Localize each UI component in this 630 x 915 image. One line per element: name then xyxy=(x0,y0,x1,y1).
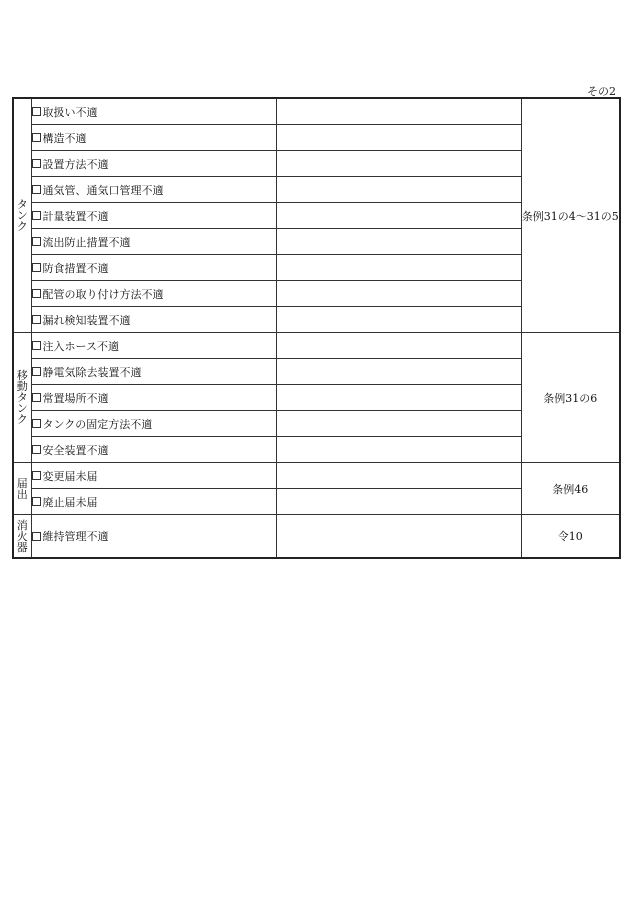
section-category-text: 移動タンク xyxy=(16,369,28,426)
inspection-checklist-table xyxy=(12,97,621,559)
legal-reference: 条例31の6 xyxy=(521,333,620,463)
checkbox-icon[interactable] xyxy=(32,445,41,454)
legal-reference: 条例46 xyxy=(521,463,620,515)
checklist-item-label: 変更届未届 xyxy=(42,469,98,483)
checkbox-icon[interactable] xyxy=(32,237,41,246)
checkbox-icon[interactable] xyxy=(32,185,41,194)
checklist-row xyxy=(13,98,620,125)
checklist-item xyxy=(31,463,276,489)
checklist-item xyxy=(31,98,276,125)
checklist-item-label: 維持管理不適 xyxy=(42,530,109,543)
checklist-item xyxy=(31,125,276,151)
checklist-item xyxy=(31,385,276,411)
checklist-item xyxy=(31,489,276,515)
section-category-text: 消火器 xyxy=(16,518,28,554)
page-number-label: その2 xyxy=(587,85,616,98)
checkbox-icon[interactable] xyxy=(32,419,41,428)
checklist-item xyxy=(31,229,276,255)
checklist-item-label: 安全装置不適 xyxy=(42,443,109,457)
checklist-item-label: 注入ホース不適 xyxy=(42,339,119,353)
checklist-row xyxy=(13,463,620,489)
checklist-item-label: 通気管、通気口管理不適 xyxy=(42,183,164,197)
checkbox-icon[interactable] xyxy=(32,263,41,272)
checklist-item xyxy=(31,437,276,463)
note-cell[interactable] xyxy=(276,125,521,151)
checkbox-icon[interactable] xyxy=(32,341,41,350)
note-cell[interactable] xyxy=(276,255,521,281)
note-cell[interactable] xyxy=(276,489,521,515)
note-cell[interactable] xyxy=(276,515,521,559)
checkbox-icon[interactable] xyxy=(32,471,41,480)
note-cell[interactable] xyxy=(276,98,521,125)
checklist-item-label: 漏れ検知装置不適 xyxy=(42,313,131,327)
note-cell[interactable] xyxy=(276,463,521,489)
section-category-label xyxy=(13,98,31,333)
checkbox-icon[interactable] xyxy=(32,289,41,298)
note-cell[interactable] xyxy=(276,411,521,437)
checklist-item-label: 設置方法不適 xyxy=(42,157,109,171)
checklist-item-label: 廃止届未届 xyxy=(42,495,98,509)
note-cell[interactable] xyxy=(276,359,521,385)
checkbox-icon[interactable] xyxy=(32,211,41,220)
legal-reference: 条例31の4〜31の5 xyxy=(521,98,620,333)
checkbox-icon[interactable] xyxy=(32,393,41,402)
note-cell[interactable] xyxy=(276,151,521,177)
checklist-item xyxy=(31,255,276,281)
checklist-item xyxy=(31,281,276,307)
section-category-label xyxy=(13,463,31,515)
checklist-item xyxy=(31,151,276,177)
checklist-item xyxy=(31,333,276,359)
checkbox-icon[interactable] xyxy=(32,159,41,168)
checklist-row xyxy=(13,515,620,559)
note-cell[interactable] xyxy=(276,437,521,463)
checklist-item-label: 計量装置不適 xyxy=(42,209,109,223)
checklist-row xyxy=(13,333,620,359)
checklist-item xyxy=(31,515,276,559)
checkbox-icon[interactable] xyxy=(32,497,41,506)
note-cell[interactable] xyxy=(276,203,521,229)
checkbox-icon[interactable] xyxy=(32,133,41,142)
checklist-item-label: 取扱い不適 xyxy=(42,105,98,119)
checkbox-icon[interactable] xyxy=(32,532,41,541)
checklist-item-label: 配管の取り付け方法不適 xyxy=(42,287,164,301)
checklist-item-label: 流出防止措置不適 xyxy=(42,235,131,249)
section-category-text: タンク xyxy=(16,198,28,233)
note-cell[interactable] xyxy=(276,333,521,359)
legal-reference: 令10 xyxy=(521,515,620,559)
checklist-item-label: 防食措置不適 xyxy=(42,261,109,275)
note-cell[interactable] xyxy=(276,177,521,203)
section-category-label xyxy=(13,333,31,463)
checklist-item-label: 常置場所不適 xyxy=(42,391,109,405)
checkbox-icon[interactable] xyxy=(32,367,41,376)
checkbox-icon[interactable] xyxy=(32,315,41,324)
checklist-item-label: 静電気除去装置不適 xyxy=(42,365,142,379)
note-cell[interactable] xyxy=(276,307,521,333)
checkbox-icon[interactable] xyxy=(32,107,41,116)
checklist-item xyxy=(31,411,276,437)
checklist-item xyxy=(31,359,276,385)
checklist-body xyxy=(13,98,620,558)
checklist-item xyxy=(31,307,276,333)
section-category-text: 届出 xyxy=(16,476,28,501)
checklist-item xyxy=(31,203,276,229)
note-cell[interactable] xyxy=(276,229,521,255)
note-cell[interactable] xyxy=(276,281,521,307)
section-category-label xyxy=(13,515,31,559)
checklist-item xyxy=(31,177,276,203)
checklist-item-label: 構造不適 xyxy=(42,131,87,145)
note-cell[interactable] xyxy=(276,385,521,411)
checklist-item-label: タンクの固定方法不適 xyxy=(42,417,153,431)
